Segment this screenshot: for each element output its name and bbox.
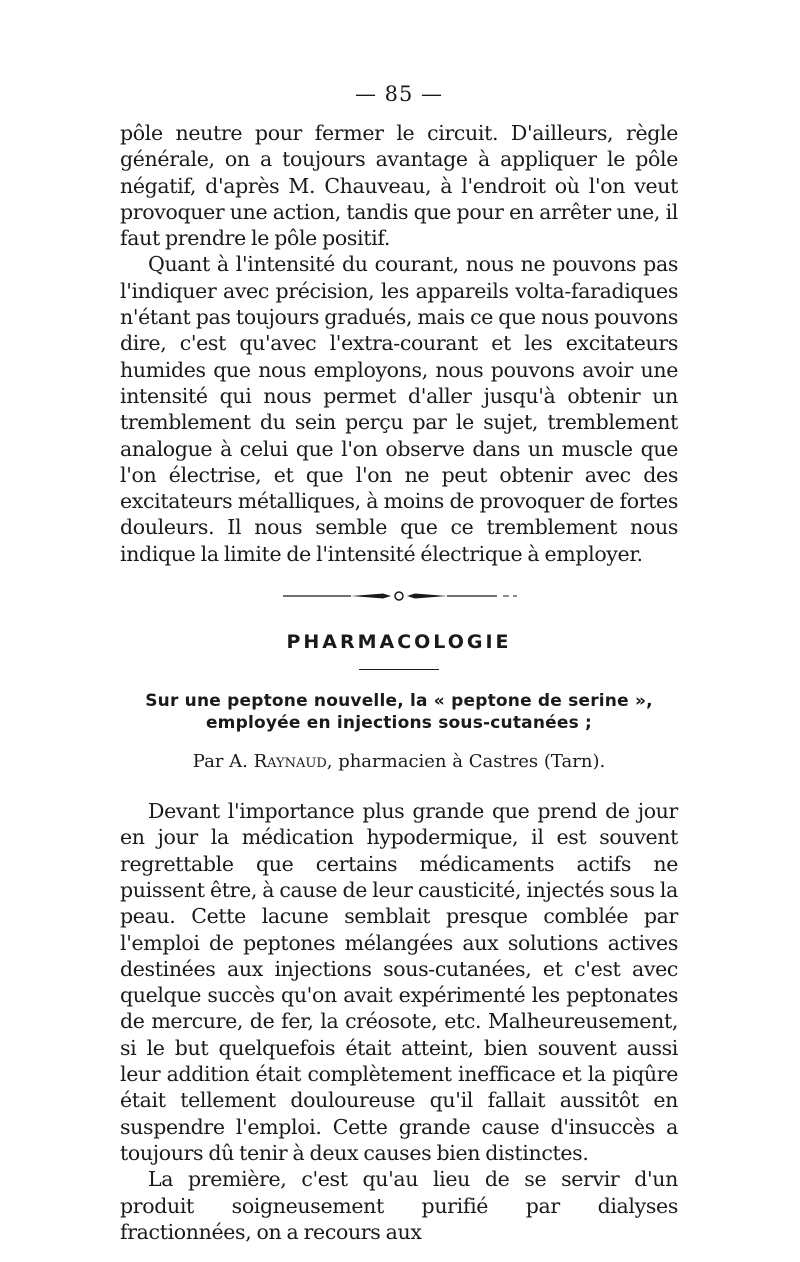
byline-prefix: Par A. <box>192 751 248 773</box>
title-rule <box>359 669 439 670</box>
page <box>120 80 678 1245</box>
byline-author: Raynaud <box>253 751 327 773</box>
paragraph-current-intensity: Quant à l'intensité du courant, nous ne pouvons pas l'indiquer avec précision, les appareils volta-faradiques n'étant pas toujours gradués, mais ce que nous pouvons dire, c'est qu'avec l'extra-courant et les excitateurs humides que nous employons, nous pouvons avoir une intensité qui nous permet d'aller jusqu'à obtenir un tremblement du sein perçu par le sujet, tremblement analogue à celui que l'on observe dans un muscle que l'on électrise, et que l'on ne peut obtenir avec des excitateurs métalliques, à moins de provoquer de fortes douleurs. Il nous semble que ce tremblement nous indique la limite de l'intensité électrique à employer. <box>120 252 678 566</box>
paragraph-continuation: pôle neutre pour fermer le circuit. D'ailleurs, règle générale, on a toujours avantage à appliquer le pôle négatif, d'après M. Chauveau, à l'endroit où l'on veut provoquer une action, tandis que pour en arrêter une, il faut prendre le pôle positif. <box>120 121 678 251</box>
byline <box>120 750 678 774</box>
byline-suffix: , pharmacien à Castres (Tarn). <box>326 751 606 773</box>
paragraph-article-2: La première, c'est qu'au lieu de se servir d'un produit soigneusement purifié par dialyses fractionnées, on a recours aux <box>120 1167 678 1244</box>
article-title-line-1: Sur une peptone nouvelle, la « peptone de serine », <box>145 691 653 712</box>
ornament-divider <box>279 589 519 603</box>
paragraph-article-1: Devant l'importance plus grande que prend de jour en jour la médication hypodermique, il est souvent regrettable que certains médicaments actifs ne puissent être, à cause de leur causticité, injectés sous la peau. Cette lacune semblait presque comblée par l'emploi de peptones mélangées aux solutions actives destinées aux injections sous-cutanées, et c'est avec quelque succès qu'on avait expérimenté les peptonates de mercure, de fer, la créosote, etc. Malheureusement, si le but quelquefois était atteint, bien souvent aussi leur addition était complètement inefficace et la piqûre était tellement douloureuse qu'il fallait aussitôt en suspendre l'emploi. Cette grande cause d'insuccès a toujours dû tenir à deux causes bien distinctes. <box>120 799 678 1165</box>
article-title-line-2: employée en injections sous-cutanées ; <box>205 713 593 734</box>
page-number: — 85 — <box>354 82 444 106</box>
article-title <box>120 690 678 734</box>
section-title: PHARMACOLOGIE <box>286 631 512 654</box>
